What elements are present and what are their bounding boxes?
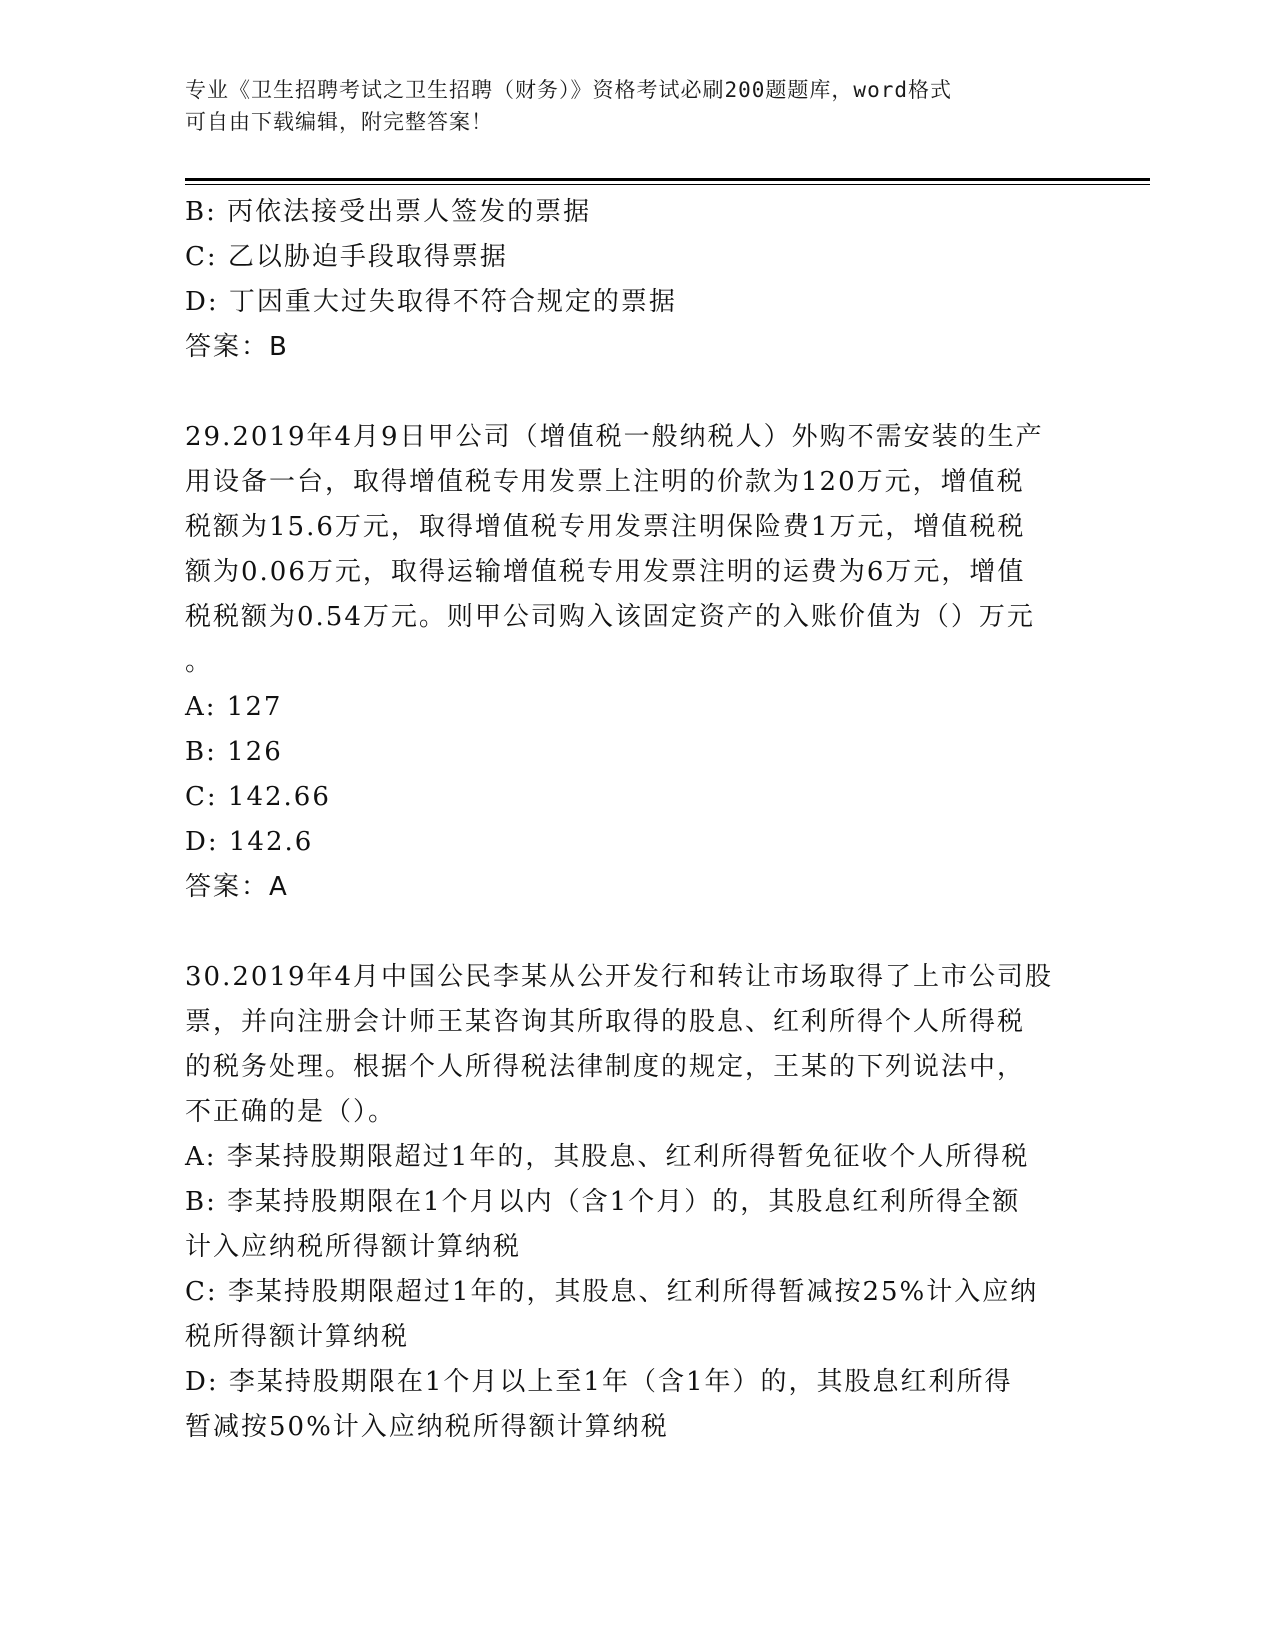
question-content [185,190,1085,1450]
header-line-1: 专业《卫生招聘考试之卫生招聘（财务）》资格考试必刷200题题库，word格式 [185,78,952,102]
spacer [185,910,1085,955]
q29-stem [185,415,1085,685]
header-rule-thin [185,184,1150,185]
q29-stem-line: 用设备一台，取得增值税专用发票上注明的价款为120万元，增值税 [185,467,1025,497]
q30-option-b [185,1180,1085,1270]
q30-option-c-line: 税所得额计算纳税 [185,1322,410,1352]
q29-answer: 答案：A [185,872,289,902]
document-header [185,74,1065,138]
q28-option-b: B: 丙依法接受出票人签发的票据 [185,197,592,227]
q29-stem-line: 税额为15.6万元，取得增值税专用发票注明保险费1万元，增值税税 [185,512,1026,542]
q30-stem-line: 票，并向注册会计师王某咨询其所取得的股息、红利所得个人所得税 [185,1007,1026,1037]
q30-stem-line: 30.2019年4月中国公民李某从公开发行和转让市场取得了上市公司股 [185,962,1054,992]
header-line-2: 可自由下载编辑，附完整答案！ [185,110,493,134]
q28-option-d: D: 丁因重大过失取得不符合规定的票据 [185,287,677,317]
q30-stem-line: 的税务处理。根据个人所得税法律制度的规定，王某的下列说法中， [185,1052,1026,1082]
q30-option-c-line: C: 李某持股期限超过1年的，其股息、红利所得暂减按25%计入应纳 [185,1277,1039,1307]
q29-option-d: D: 142.6 [185,827,314,857]
q29-option-a: A: 127 [185,692,283,722]
question-29 [185,415,1085,910]
q29-option-b: B: 126 [185,737,283,767]
q30-stem-line: 不正确的是（）。 [185,1097,397,1127]
q30-option-d-line: 暂减按50%计入应纳税所得额计算纳税 [185,1412,669,1442]
q30-option-b-line: 计入应纳税所得额计算纳税 [185,1232,522,1262]
q29-stem-line: 税税额为0.54万元。则甲公司购入该固定资产的入账价值为（）万元 [185,602,1035,632]
q28-option-c: C: 乙以胁迫手段取得票据 [185,242,508,272]
q28-answer: 答案：B [185,332,289,362]
q29-stem-line: 29.2019年4月9日甲公司（增值税一般纳税人）外购不需安装的生产 [185,422,1044,452]
q30-option-d-line: D: 李某持股期限在1个月以上至1年（含1年）的，其股息红利所得 [185,1367,1013,1397]
q29-option-c: C: 142.66 [185,782,331,812]
q30-option-a: A: 李某持股期限超过1年的，其股息、红利所得暂免征收个人所得税 [185,1142,1030,1172]
q30-stem [185,955,1085,1135]
spacer [185,370,1085,415]
q29-stem-line: 额为0.06万元，取得运输增值税专用发票注明的运费为6万元，增值 [185,557,1026,587]
question-30 [185,955,1085,1450]
q30-option-d [185,1360,1085,1450]
q30-option-c [185,1270,1085,1360]
q29-stem-line: 。 [185,647,214,677]
question-28 [185,190,1085,370]
q30-option-b-line: B: 李某持股期限在1个月以内（含1个月）的，其股息红利所得全额 [185,1187,1021,1217]
header-rule-thick [185,178,1150,181]
